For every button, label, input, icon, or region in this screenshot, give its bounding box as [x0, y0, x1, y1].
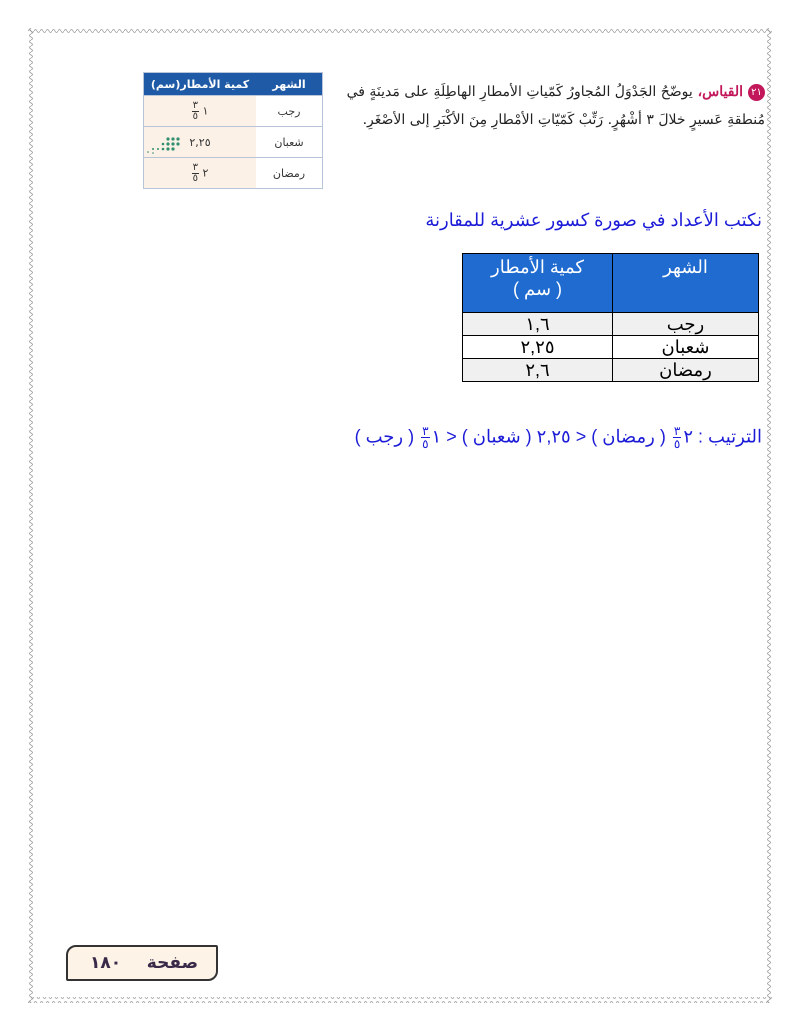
watermark-dots-icon [146, 136, 180, 154]
answer-value: ٢,٢٥ [463, 336, 613, 359]
table-row [144, 96, 323, 127]
order-label: الترتيب : [698, 426, 762, 447]
answer-header-month: الشهر [613, 254, 759, 313]
answer-header-rain: كمية الأمطار ( سم ) [463, 254, 613, 313]
excerpt-month: شعبان [256, 127, 323, 158]
page-label: صفحة [146, 953, 198, 973]
answer-value: ١,٦ [463, 313, 613, 336]
ordering-line: الترتيب : ٢ ٣ ٥ ( رمضان ) < ٢,٢٥ ( شعبان ) < ١ ٣ ٥ ( رجب ) [354, 424, 762, 451]
solution-heading: نكتب الأعداد في صورة كسور عشرية للمقارنة [425, 210, 762, 230]
answer-month: رمضان [613, 359, 759, 382]
question-body: يوضّحُ الجَدْوَلُ المُجاورُ كَمّياتِ الأمطارِ الهاطِلَةِ على مَدينَةٍ في مُنطقةِ عَسيرٍ خلالَ ٣ أشْهُرٍ. رَتِّبْ كَمّيّاتِ الأمْطارِ مِنَ الأكْبَرِ إلى الأصْغَرِ. [346, 84, 765, 128]
question-text: ٢١القياس، يوضّحُ الجَدْوَلُ المُجاورُ كَمّياتِ الأمطارِ الهاطِلَةِ على مَدينَةٍ في مُنطقةِ عَسيرٍ خلالَ ٣ أشْهُرٍ. رَتِّبْ كَمّيّاتِ الأمْطارِ مِنَ الأكْبَرِ إلى الأصْغَرِ. [346, 84, 765, 128]
page-number: ١٨٠ [90, 953, 122, 973]
excerpt-month: رجب [256, 96, 323, 127]
answer-month: شعبان [613, 336, 759, 359]
excerpt-value: ٢ $\frac{٣}{٥}$ [144, 158, 257, 189]
table-row [144, 158, 323, 189]
question-number: ٢١ [748, 84, 765, 101]
excerpt-month: رمضان [256, 158, 323, 189]
excerpt-header-rain: كمية الأمطار(سم) [144, 73, 257, 96]
table-row [463, 359, 759, 382]
excerpt-value: ٢,٢٥ [144, 127, 257, 158]
answer-month: رجب [613, 313, 759, 336]
table-row [463, 313, 759, 336]
excerpt-value: ١ $\frac{٣}{٥}$ [144, 96, 257, 127]
page-number-badge [66, 945, 218, 981]
answer-table [462, 253, 759, 382]
excerpt-table [143, 72, 323, 189]
excerpt-header-month: الشهر [256, 73, 323, 96]
answer-value: ٢,٦ [463, 359, 613, 382]
question-label: القياس [702, 84, 743, 100]
table-row [463, 336, 759, 359]
textbook-excerpt [143, 72, 765, 200]
